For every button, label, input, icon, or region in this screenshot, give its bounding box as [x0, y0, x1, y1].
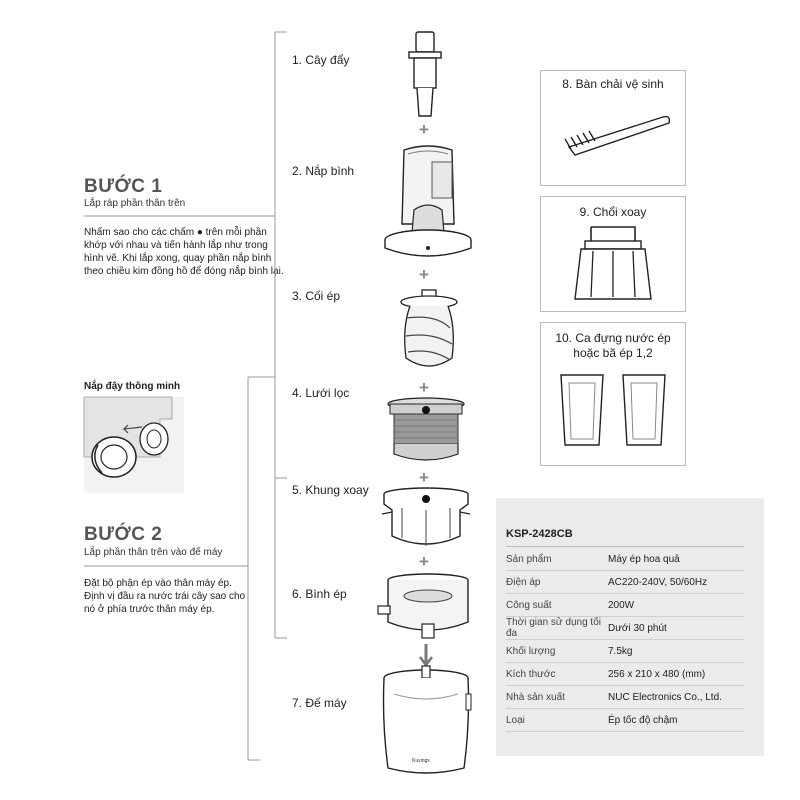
part-label-base: 7. Đế máy	[292, 696, 347, 710]
accessory-brush-box	[540, 70, 686, 186]
step2-subtitle: Lắp phần thân trên vào đế máy	[84, 547, 223, 558]
spec-row	[506, 709, 744, 732]
part-label-pusher: 1. Cây đẩy	[292, 53, 350, 67]
smart-lid-label: Nắp đậy thông minh	[84, 381, 181, 392]
spec-row	[506, 640, 744, 663]
pusher-image	[405, 30, 445, 120]
spec-value: NUC Electronics Co., Ltd.	[608, 691, 722, 703]
strainer-image	[386, 396, 466, 466]
spec-key: Nhà sản xuất	[506, 691, 565, 703]
spec-row	[506, 663, 744, 686]
part-label-bowl: 6. Bình ép	[292, 587, 347, 601]
spec-value: AC220-240V, 50/60Hz	[608, 576, 708, 588]
spec-key: Loại	[506, 714, 525, 726]
bowl-image	[376, 572, 476, 644]
spec-value: 7.5kg	[608, 645, 633, 657]
spec-row	[506, 686, 744, 709]
step1-description: Nhấm sao cho các chấm ● trên mỗi phần khớp với nhau và tiến hành lắp như trong hình vẽ. Khi lắp xong, quay phần nắp bình theo chiều kim đồng hồ để đóng nắp bình lại.	[84, 227, 284, 277]
plus-icon: +	[419, 378, 429, 397]
part-label-rotating-frame: 5. Khung xoay	[292, 483, 369, 497]
part-label-lid: 2. Nắp bình	[292, 164, 355, 178]
spec-panel	[496, 498, 764, 756]
plus-icon: +	[419, 552, 429, 571]
spec-row	[506, 571, 744, 594]
rotating-frame-image	[380, 486, 472, 556]
accessory-cups-box	[540, 322, 686, 466]
accessory-brush-label: 8. Bàn chải vệ sinh	[562, 77, 664, 91]
step1-title: BƯỚC 1	[84, 176, 163, 197]
plus-icon: +	[419, 468, 429, 487]
spec-row	[506, 617, 744, 640]
base-brand-text: Kuvings	[412, 758, 430, 764]
spec-value: Máy ép hoa quả	[608, 553, 680, 565]
spec-value: 200W	[608, 599, 635, 611]
spec-key: Sản phẩm	[506, 553, 552, 565]
spec-value: Ép tốc độ chậm	[608, 714, 678, 726]
spec-key: Thời gian sử dụng tối đa	[506, 617, 601, 639]
lid-image	[384, 140, 472, 262]
cups-image	[541, 361, 685, 451]
spec-value: Dưới 30 phút	[608, 622, 667, 634]
step2-description: Đặt bộ phận ép vào thân máy ép. Định vị đầu ra nước trái cây sao cho nó ở phía trước thân máy ép.	[84, 578, 246, 615]
spec-key: Khối lượng	[506, 645, 556, 657]
spec-key: Kích thước	[506, 668, 556, 680]
rotating-brush-image	[541, 219, 685, 305]
step2-title: BƯỚC 2	[84, 524, 163, 545]
spec-row	[506, 548, 744, 571]
spec-row	[506, 594, 744, 617]
arrow-down-icon	[418, 644, 434, 666]
accessory-rotating-brush-box	[540, 196, 686, 312]
brush-image	[541, 91, 685, 171]
screw-image	[396, 288, 462, 374]
accessory-cups-label: 10. Ca đựng nước ép hoặc bã ép 1,2	[555, 331, 671, 360]
step1-subtitle: Lắp ráp phần thân trên	[84, 198, 186, 209]
part-label-screw: 3. Cối ép	[292, 289, 341, 303]
spec-value: 256 x 210 x 480 (mm)	[608, 668, 706, 680]
spec-divider	[506, 546, 744, 547]
spec-key: Công suất	[506, 599, 552, 611]
part-label-strainer: 4. Lưới lọc	[292, 386, 350, 400]
plus-icon: +	[419, 120, 429, 139]
spec-model: KSP-2428CB	[506, 528, 573, 540]
plus-icon: +	[419, 265, 429, 284]
spec-key: Điện áp	[506, 576, 541, 588]
accessory-rotating-brush-label: 9. Chổi xoay	[579, 205, 647, 219]
